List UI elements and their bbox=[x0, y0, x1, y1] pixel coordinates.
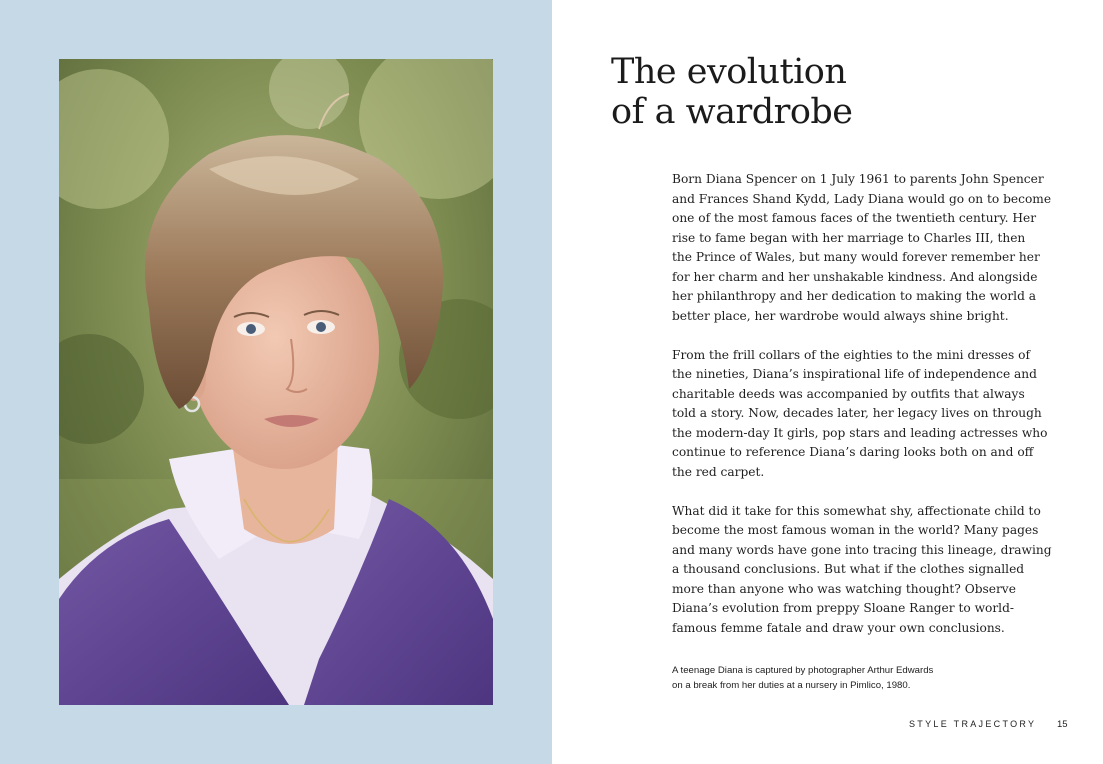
body-line: What did it take for this somewhat shy, affectionate child to bbox=[672, 503, 1041, 518]
chapter-title-line-2: of a wardrobe bbox=[611, 92, 853, 132]
chapter-title bbox=[611, 52, 853, 132]
body-line: charitable deeds was accompanied by outfits that always bbox=[672, 386, 1025, 401]
caption-line-1: A teenage Diana is captured by photographer Arthur Edwards bbox=[672, 665, 934, 676]
paragraph-2 bbox=[672, 346, 1048, 483]
page-number: 15 bbox=[1057, 719, 1068, 730]
body-line: famous femme fatale and draw your own conclusions. bbox=[672, 620, 1005, 635]
body-line: told a story. Now, decades later, her legacy lives on through bbox=[672, 406, 1042, 420]
body-line: the nineties, Diana’s inspirational life of independence and bbox=[672, 367, 1037, 381]
body-line: and Frances Shand Kydd, Lady Diana would go on to become bbox=[672, 191, 1052, 206]
body-line: the Prince of Wales, but many would forever remember her bbox=[672, 250, 1040, 264]
body-line: and many words have gone into tracing this lineage, drawing bbox=[672, 542, 1052, 557]
body-line: more than anyone who was watching thought? Observe bbox=[672, 581, 1016, 596]
body-line: for her charm and her unshakable kindness. And alongside bbox=[672, 269, 1038, 284]
body-text bbox=[672, 170, 1052, 658]
body-line: a thousand conclusions. But what if the clothes signalled bbox=[672, 562, 1025, 576]
body-line: Diana’s evolution from preppy Sloane Ranger to world- bbox=[672, 601, 1014, 615]
body-line: her philanthropy and her dedication to making the world a bbox=[672, 289, 1037, 303]
caption-line-2: on a break from her duties at a nursery in Pimlico, 1980. bbox=[672, 679, 911, 691]
body-line: the red carpet. bbox=[672, 464, 765, 479]
running-head: STYLE TRAJECTORY bbox=[909, 719, 1037, 729]
paragraph-1 bbox=[672, 170, 1052, 326]
photo-caption bbox=[672, 664, 1012, 693]
paragraph-3 bbox=[672, 502, 1052, 639]
body-line: From the frill collars of the eighties to the mini dresses of bbox=[672, 347, 1030, 362]
portrait-photo bbox=[59, 59, 493, 705]
body-line: one of the most famous faces of the twentieth century. Her bbox=[672, 211, 1037, 225]
right-page bbox=[552, 0, 1103, 764]
body-line: Born Diana Spencer on 1 July 1961 to parents John Spencer bbox=[672, 172, 1044, 186]
body-line: become the most famous woman in the world? Many pages bbox=[672, 523, 1039, 537]
body-line: the modern-day It girls, pop stars and leading actresses who bbox=[672, 425, 1048, 440]
body-line: continue to reference Diana’s daring looks both on and off bbox=[672, 445, 1034, 459]
body-line: better place, her wardrobe would always shine bright. bbox=[672, 308, 1009, 323]
body-line: rise to fame began with her marriage to Charles III, then bbox=[672, 230, 1026, 245]
chapter-title-line-1: The evolution bbox=[611, 52, 847, 92]
